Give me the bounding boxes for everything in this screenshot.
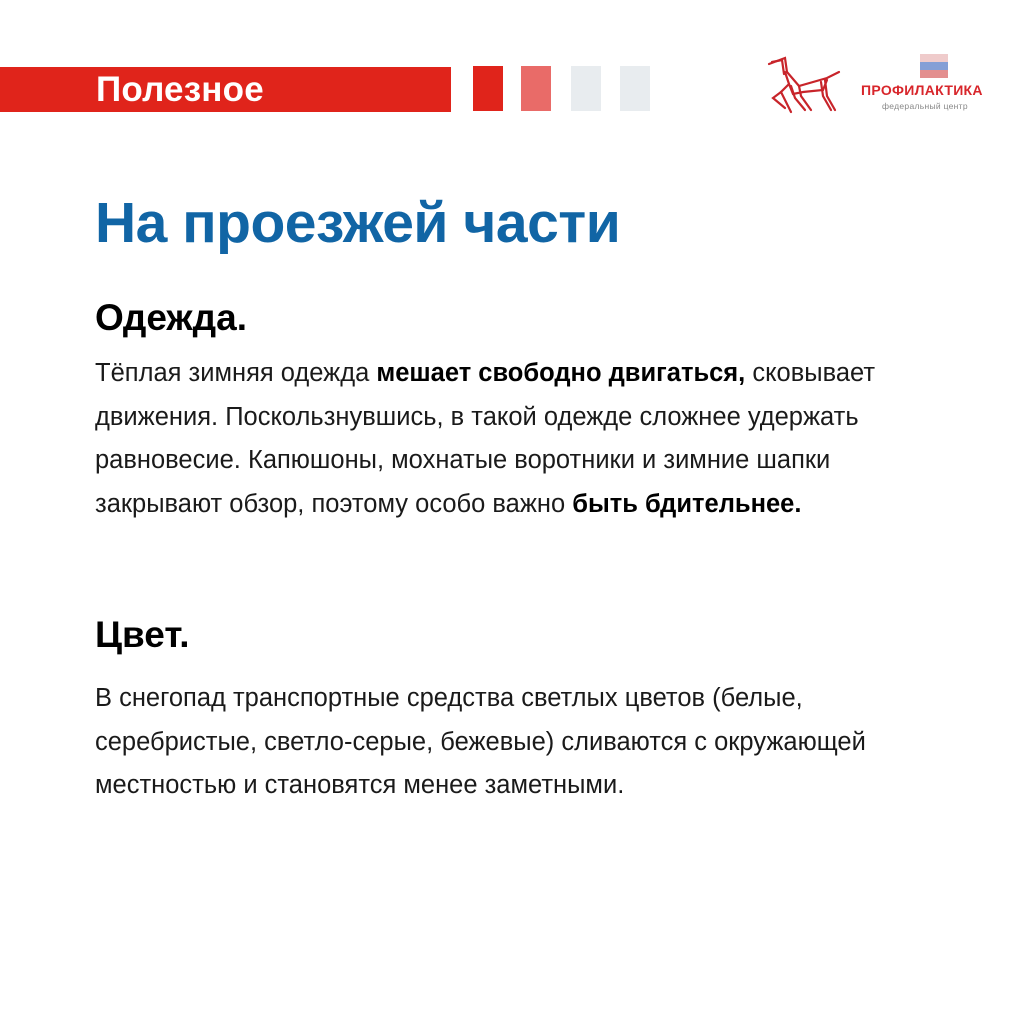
horse-icon bbox=[765, 52, 845, 114]
logo-title: ПРОФИЛАКТИКА bbox=[861, 82, 983, 98]
dot-grid-icon bbox=[920, 54, 948, 78]
decor-square-4 bbox=[620, 66, 650, 111]
logo-subtitle: федеральный центр bbox=[882, 101, 968, 111]
page-title: На проезжей части bbox=[95, 191, 621, 255]
section-paragraph-color: В снегопад транспортные средства светлых цветов (белые, серебристые, светло-серые, бежевые) сливаются с окружающей местностью и становятся менее заметными. bbox=[95, 684, 866, 799]
section-heading-color: Цвет. bbox=[95, 614, 190, 655]
decor-square-3 bbox=[571, 66, 601, 111]
decor-square-2 bbox=[521, 66, 551, 111]
section-heading-clothing: Одежда. bbox=[95, 297, 248, 338]
section-paragraph-clothing: Тёплая зимняя одежда мешает свободно двигаться, сковывает движения. Поскользнувшись, в такой одежде сложнее удержать равновесие. Капюшоны, мохнатые воротники и зимние шапки закрывают обзор, поэтому особо важно быть бдительнее. bbox=[95, 359, 876, 518]
decor-square-1 bbox=[473, 66, 503, 111]
header-label: Полезное bbox=[96, 70, 264, 109]
